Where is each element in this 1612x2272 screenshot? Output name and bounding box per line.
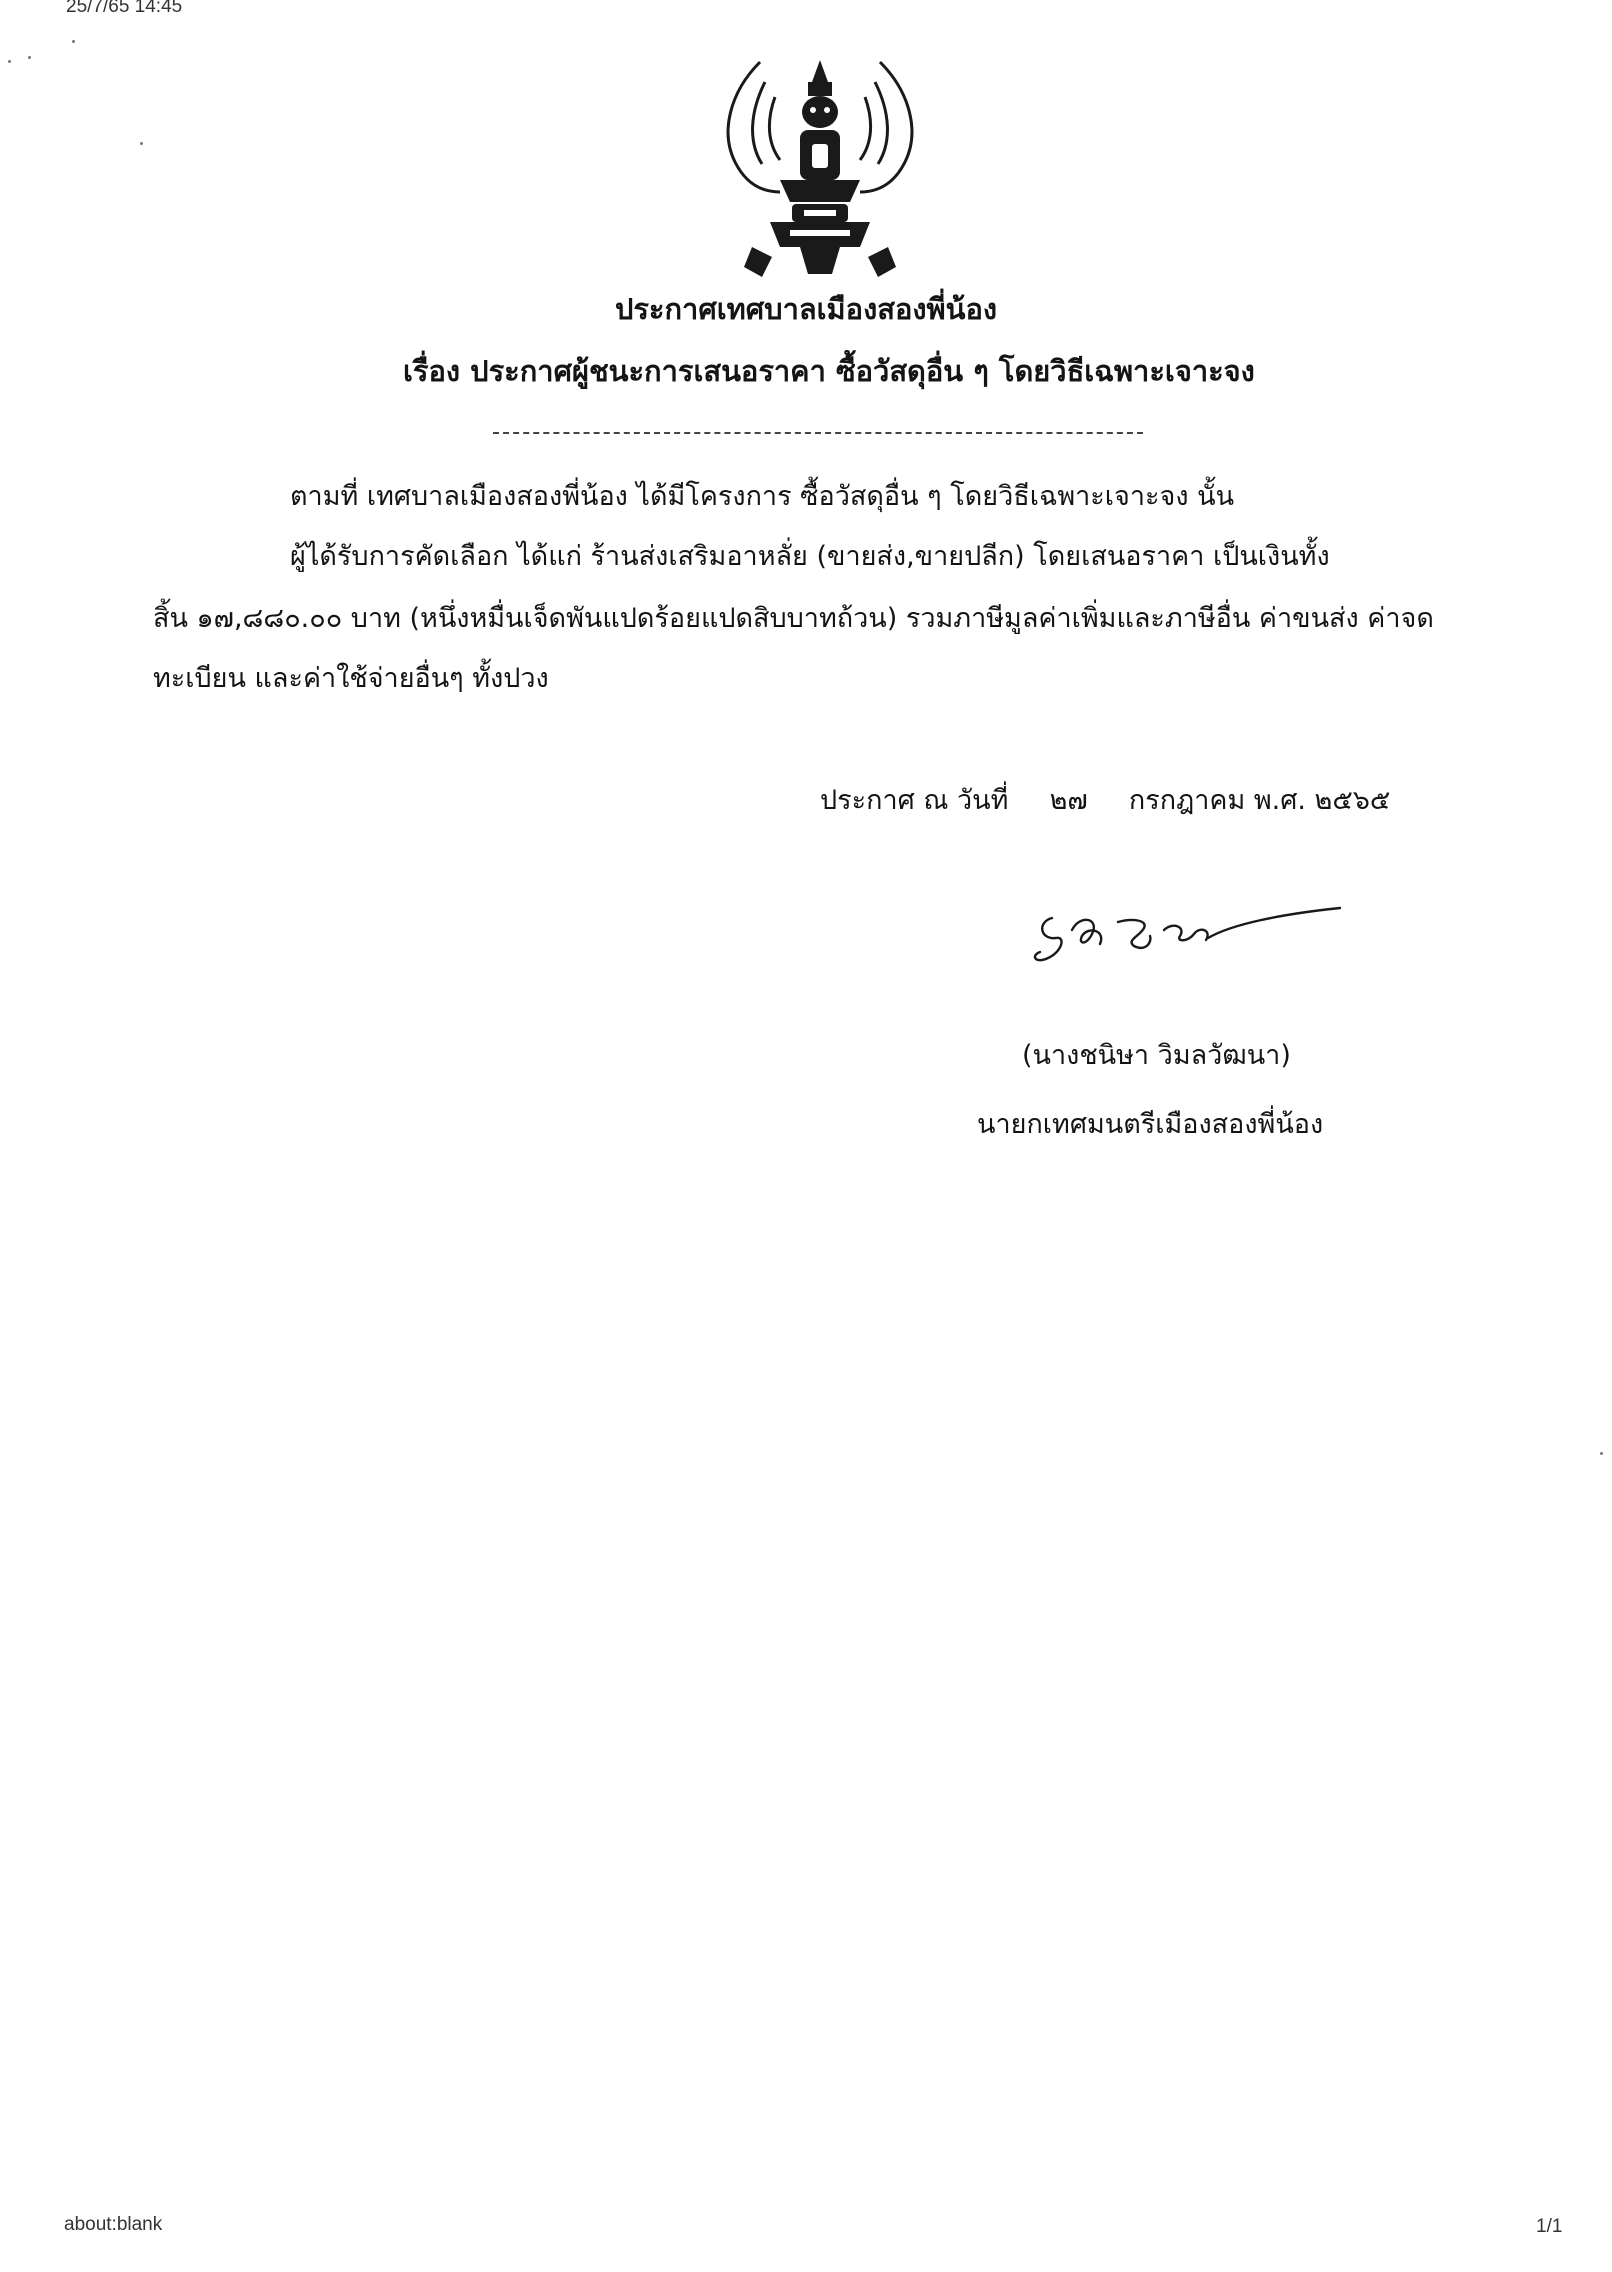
scan-speck xyxy=(72,40,75,43)
separator-line xyxy=(493,432,1143,434)
date-day: ๒๗ xyxy=(1049,785,1088,816)
date-prefix: ประกาศ ณ วันที่ xyxy=(820,785,1009,816)
body-line: ทะเบียน และค่าใช้จ่ายอื่นๆ ทั้งปวง xyxy=(153,663,549,694)
handwritten-signature xyxy=(1022,900,1352,980)
announcement-date xyxy=(820,778,1390,821)
scan-speck xyxy=(28,56,31,59)
body-line: ตามที่ เทศบาลเมืองสองพี่น้อง ได้มีโครงการ ซื้อวัสดุอื่น ๆ โดยวิธีเฉพาะเจาะจง นั้น xyxy=(290,481,1235,512)
body-line: ผู้ได้รับการคัดเลือก ได้แก่ ร้านส่งเสริมอาหลั่ย (ขายส่ง,ขายปลีก) โดยเสนอราคา เป็นเงินทั้ง xyxy=(290,541,1330,572)
announcement-subject: เรื่อง ประกาศผู้ชนะการเสนอราคา ซื้อวัสดุอื่น ๆ โดยวิธีเฉพาะเจาะจง xyxy=(403,354,1255,388)
print-header-datetime: 25/7/65 14:45 xyxy=(66,0,183,17)
garuda-emblem-icon xyxy=(700,52,940,282)
date-month-year: กรกฎาคม พ.ศ. ๒๕๖๕ xyxy=(1128,785,1391,816)
print-footer-url: about:blank xyxy=(64,2214,163,2235)
scan-speck xyxy=(8,60,11,63)
scan-speck xyxy=(1600,1452,1603,1455)
signer-position: นายกเทศมนตรีเมืองสองพี่น้อง xyxy=(977,1109,1324,1140)
signer-name: (นางชนิษา วิมลวัฒนา) xyxy=(1022,1040,1291,1071)
print-footer-page: 1/1 xyxy=(1536,2216,1563,2237)
scan-speck xyxy=(140,142,143,145)
announcement-title: ประกาศเทศบาลเมืองสองพี่น้อง xyxy=(614,292,998,326)
body-line: สิ้น ๑๗,๘๘๐.๐๐ บาท (หนึ่งหมื่นเจ็ดพันแปดร้อยแปดสิบบาทถ้วน) รวมภาษีมูลค่าเพิ่มและภาษีอื่น ค่าขนส่ง ค่าจด xyxy=(153,603,1434,634)
